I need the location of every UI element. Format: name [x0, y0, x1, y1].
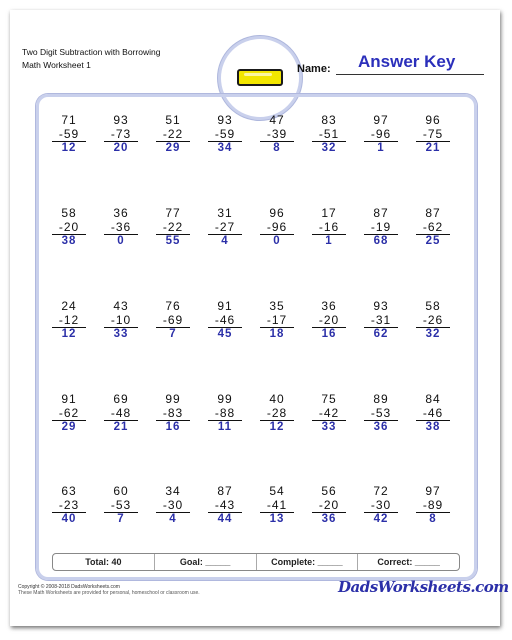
- problem: [44, 203, 94, 263]
- subtrahend: -10: [110, 313, 132, 327]
- minuend: 93: [373, 299, 389, 313]
- subtrahend: -22: [162, 220, 184, 234]
- subtrahend: -46: [214, 313, 236, 327]
- answer: 34: [217, 142, 233, 154]
- answer: 7: [169, 328, 177, 340]
- subtrahend: -28: [266, 406, 288, 420]
- problem: [200, 110, 250, 170]
- problem: [96, 389, 146, 449]
- answer: 8: [273, 142, 281, 154]
- subtrahend: -51: [318, 127, 340, 141]
- answer: 68: [373, 235, 389, 247]
- minuend: 36: [113, 206, 129, 220]
- problem: [252, 481, 302, 541]
- goal-field: Goal: _____: [155, 554, 257, 570]
- subtrahend: -30: [162, 498, 184, 512]
- minuend: 71: [61, 113, 77, 127]
- answer: 8: [429, 513, 437, 525]
- answer: 45: [217, 328, 233, 340]
- minuend: 40: [269, 392, 285, 406]
- total-count: Total: 40: [53, 554, 155, 570]
- minuend: 54: [269, 484, 285, 498]
- minuend: 87: [217, 484, 233, 498]
- name-label: Name:: [297, 63, 331, 75]
- answer: 32: [425, 328, 441, 340]
- answer: 36: [321, 513, 337, 525]
- minuend: 69: [113, 392, 129, 406]
- answer: 11: [217, 421, 233, 433]
- pencil-icon: [237, 69, 283, 86]
- problem: [252, 110, 302, 170]
- subtrahend: -27: [214, 220, 236, 234]
- minuend: 31: [217, 206, 233, 220]
- complete-field: Complete: _____: [257, 554, 359, 570]
- answer: 18: [269, 328, 285, 340]
- subtrahend: -48: [110, 406, 132, 420]
- minuend: 75: [321, 392, 337, 406]
- subtrahend: -53: [110, 498, 132, 512]
- answer: 42: [373, 513, 389, 525]
- minuend: 96: [425, 113, 441, 127]
- problem: [96, 296, 146, 356]
- answer: 29: [61, 421, 77, 433]
- subtrahend: -36: [110, 220, 132, 234]
- answer: 21: [425, 142, 441, 154]
- problem: [304, 389, 354, 449]
- answer: 1: [377, 142, 385, 154]
- problem: [148, 203, 198, 263]
- problem: [356, 296, 406, 356]
- minuend: 58: [61, 206, 77, 220]
- problem: [304, 203, 354, 263]
- subtrahend: -62: [58, 406, 80, 420]
- problem: [200, 481, 250, 541]
- problem: [148, 296, 198, 356]
- problem-row: [44, 296, 464, 356]
- usage-note: These Math Worksheets are provided for personal, homeschool or classroom use.: [18, 590, 200, 596]
- answer: 55: [165, 235, 181, 247]
- problem: [252, 389, 302, 449]
- minuend: 83: [321, 113, 337, 127]
- worksheet-subtitle: Math Worksheet 1: [22, 60, 91, 70]
- problem: [356, 389, 406, 449]
- problem: [148, 389, 198, 449]
- subtrahend: -31: [370, 313, 392, 327]
- problem: [408, 389, 458, 449]
- subtrahend: -59: [214, 127, 236, 141]
- copyright-line: Copyright © 2008-2018 DadsWorksheets.com: [18, 584, 120, 590]
- minuend: 97: [425, 484, 441, 498]
- problem: [252, 296, 302, 356]
- problem: [356, 110, 406, 170]
- minuend: 24: [61, 299, 77, 313]
- problem: [304, 481, 354, 541]
- problem: [200, 389, 250, 449]
- problem: [356, 203, 406, 263]
- answer: 33: [321, 421, 337, 433]
- problem: [200, 203, 250, 263]
- problem-row: [44, 203, 464, 263]
- minuend: 77: [165, 206, 181, 220]
- subtrahend: -96: [370, 127, 392, 141]
- problem: [44, 481, 94, 541]
- answer: 16: [165, 421, 181, 433]
- subtrahend: -96: [266, 220, 288, 234]
- subtrahend: -42: [318, 406, 340, 420]
- answer: 36: [373, 421, 389, 433]
- answer: 29: [165, 142, 181, 154]
- answer: 12: [269, 421, 285, 433]
- subtrahend: -16: [318, 220, 340, 234]
- minuend: 84: [425, 392, 441, 406]
- correct-field: Correct: _____: [377, 557, 440, 567]
- subtrahend: -39: [266, 127, 288, 141]
- problem: [148, 110, 198, 170]
- problem: [408, 481, 458, 541]
- problem: [356, 481, 406, 541]
- answer: 20: [113, 142, 129, 154]
- answer: 12: [61, 328, 77, 340]
- subtrahend: -89: [422, 498, 444, 512]
- problem: [44, 110, 94, 170]
- minuend: 99: [217, 392, 233, 406]
- answer: 62: [373, 328, 389, 340]
- subtrahend: -20: [318, 313, 340, 327]
- minuend: 63: [61, 484, 77, 498]
- minuend: 97: [373, 113, 389, 127]
- minuend: 17: [321, 206, 337, 220]
- subtrahend: -12: [58, 313, 80, 327]
- minuend: 72: [373, 484, 389, 498]
- minuend: 43: [113, 299, 129, 313]
- subtrahend: -73: [110, 127, 132, 141]
- subtrahend: -62: [422, 220, 444, 234]
- problem-row: [44, 110, 464, 170]
- problem: [408, 110, 458, 170]
- answer: 4: [221, 235, 229, 247]
- subtrahend: -83: [162, 406, 184, 420]
- minuend: 91: [217, 299, 233, 313]
- problem: [44, 296, 94, 356]
- answer: 13: [269, 513, 285, 525]
- subtrahend: -23: [58, 498, 80, 512]
- subtrahend: -88: [214, 406, 236, 420]
- score-bar: [52, 553, 460, 571]
- answer: 0: [117, 235, 125, 247]
- problem: [148, 481, 198, 541]
- minuend: 91: [61, 392, 77, 406]
- subtrahend: -17: [266, 313, 288, 327]
- problem: [44, 389, 94, 449]
- minuend: 47: [269, 113, 285, 127]
- problem: [304, 296, 354, 356]
- brand-logo: DadsWorksheets.com: [338, 578, 509, 596]
- minuend: 35: [269, 299, 285, 313]
- minuend: 36: [321, 299, 337, 313]
- answer: 38: [425, 421, 441, 433]
- subtrahend: -20: [58, 220, 80, 234]
- minuend: 93: [217, 113, 233, 127]
- answer: 0: [273, 235, 281, 247]
- subtrahend: -30: [370, 498, 392, 512]
- answer: 1: [325, 235, 333, 247]
- worksheet-title: Two Digit Subtraction with Borrowing: [22, 47, 161, 57]
- subtrahend: -26: [422, 313, 444, 327]
- answer: 12: [61, 142, 77, 154]
- minuend: 87: [373, 206, 389, 220]
- problem: [408, 296, 458, 356]
- subtrahend: -46: [422, 406, 444, 420]
- subtrahend: -69: [162, 313, 184, 327]
- subtrahend: -20: [318, 498, 340, 512]
- subtrahend: -59: [58, 127, 80, 141]
- minuend: 56: [321, 484, 337, 498]
- minuend: 60: [113, 484, 129, 498]
- minuend: 34: [165, 484, 181, 498]
- minuend: 89: [373, 392, 389, 406]
- problem: [252, 203, 302, 263]
- answer-key-label: Answer Key: [358, 52, 456, 71]
- problem: [200, 296, 250, 356]
- answer: 38: [61, 235, 77, 247]
- answer: 25: [425, 235, 441, 247]
- subtrahend: -19: [370, 220, 392, 234]
- minuend: 93: [113, 113, 129, 127]
- minuend: 51: [165, 113, 181, 127]
- minuend: 76: [165, 299, 181, 313]
- minuend: 58: [425, 299, 441, 313]
- problem: [304, 110, 354, 170]
- minuend: 96: [269, 206, 285, 220]
- minuend: 87: [425, 206, 441, 220]
- subtrahend: -41: [266, 498, 288, 512]
- problem: [96, 203, 146, 263]
- problem: [96, 110, 146, 170]
- subtrahend: -43: [214, 498, 236, 512]
- problem: [96, 481, 146, 541]
- problem-row: [44, 481, 464, 541]
- answer: 21: [113, 421, 129, 433]
- minuend: 99: [165, 392, 181, 406]
- subtrahend: -75: [422, 127, 444, 141]
- answer: 33: [113, 328, 129, 340]
- problem: [408, 203, 458, 263]
- subtrahend: -53: [370, 406, 392, 420]
- answer: 40: [61, 513, 77, 525]
- answer: 44: [217, 513, 233, 525]
- problem-row: [44, 389, 464, 449]
- answer: 16: [321, 328, 337, 340]
- answer: 4: [169, 513, 177, 525]
- name-line: [336, 74, 484, 75]
- answer: 7: [117, 513, 125, 525]
- subtrahend: -22: [162, 127, 184, 141]
- answer: 32: [321, 142, 337, 154]
